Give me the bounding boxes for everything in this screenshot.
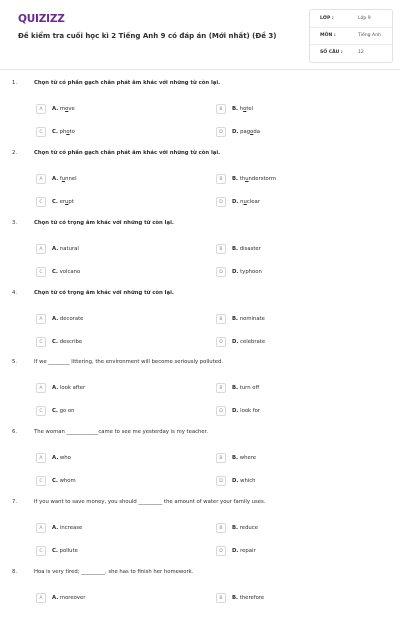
option-badge: D xyxy=(216,337,226,347)
meta-key: MÔN : xyxy=(320,33,336,38)
option-letter: D. xyxy=(232,339,239,345)
option-word: which xyxy=(240,478,256,484)
option-letter: D. xyxy=(232,129,239,135)
option-text xyxy=(52,525,82,531)
question-number: 4. xyxy=(12,290,18,296)
option-text xyxy=(232,106,253,112)
option-word: th xyxy=(239,176,246,182)
option-text xyxy=(52,478,76,484)
option-letter: C. xyxy=(52,269,58,275)
option-word: repair xyxy=(240,548,256,554)
option-word-end: nnel xyxy=(65,176,77,182)
option-badge: C xyxy=(36,267,46,277)
question-6 xyxy=(0,429,400,499)
option-badge: A xyxy=(36,383,46,393)
question-text: Chọn từ có phần gạch chân phát âm khác với những từ còn lại. xyxy=(34,150,221,156)
option-letter: A. xyxy=(52,176,59,182)
question-text: Hoa is very tired; _________, she has to finish her homework. xyxy=(34,569,194,575)
option-underlined-part: o xyxy=(243,106,247,112)
option-badge: A xyxy=(36,174,46,184)
option-word: who xyxy=(59,455,71,461)
option-text xyxy=(52,129,75,135)
option-text xyxy=(232,176,276,182)
option-badge: A xyxy=(36,244,46,254)
meta-key: LỚP : xyxy=(320,16,334,21)
option-text xyxy=(232,525,258,531)
option-word: m xyxy=(59,106,66,112)
option-letter: D. xyxy=(232,408,239,414)
option-word: natural xyxy=(59,246,79,252)
meta-row-question-count xyxy=(310,45,392,61)
option-word: look for xyxy=(240,408,261,414)
question-7 xyxy=(0,499,400,569)
meta-row-grade xyxy=(310,11,392,27)
question-3 xyxy=(0,220,400,290)
option-underlined-part: o xyxy=(66,129,70,135)
option-letter: C. xyxy=(52,548,58,554)
option-text xyxy=(232,548,256,554)
option-badge: A xyxy=(36,523,46,533)
option-letter: B. xyxy=(232,595,239,601)
question-number: 1. xyxy=(12,80,18,86)
option-letter: B. xyxy=(232,385,239,391)
option-badge: D xyxy=(216,127,226,137)
question-text: Chọn từ có phần gạch chân phát âm khác với những từ còn lại. xyxy=(34,80,221,86)
option-badge: B xyxy=(216,593,226,603)
option-word-end: da xyxy=(253,129,260,135)
option-word-end: pt xyxy=(68,199,74,205)
option-word: increase xyxy=(59,525,83,531)
document-title: Đề kiểm tra cuối học kì 2 Tiếng Anh 9 có đáp án (Mới nhất) (Đề 3) xyxy=(18,32,277,40)
option-letter: D. xyxy=(232,478,239,484)
option-letter: B. xyxy=(232,246,239,252)
question-text: The woman ____________came to see me yesterday is my teacher. xyxy=(34,429,209,435)
option-word: turn off xyxy=(239,385,260,391)
option-badge: B xyxy=(216,174,226,184)
option-text xyxy=(52,595,85,601)
question-text: Chọn từ có trọng âm khác với những từ còn lại. xyxy=(34,290,174,296)
meta-value: Tiếng Anh xyxy=(358,33,382,38)
question-text: If you want to save money, you should _________ the amount of water your family uses. xyxy=(34,499,266,505)
question-text: Chọn từ có trọng âm khác với những từ còn lại. xyxy=(34,220,174,226)
option-text xyxy=(232,129,260,135)
option-word: ph xyxy=(59,129,67,135)
option-badge: C xyxy=(36,337,46,347)
option-letter: A. xyxy=(52,106,59,112)
question-2 xyxy=(0,150,400,220)
question-number: 7. xyxy=(12,499,18,505)
option-word: typhoon xyxy=(240,269,262,275)
option-badge: C xyxy=(36,476,46,486)
option-underlined-part: u xyxy=(245,176,249,182)
option-letter: C. xyxy=(52,129,58,135)
option-letter: A. xyxy=(52,385,59,391)
option-text xyxy=(52,106,75,112)
option-text xyxy=(232,408,260,414)
option-letter: A. xyxy=(52,595,59,601)
question-4 xyxy=(0,290,400,360)
option-letter: C. xyxy=(52,478,58,484)
option-badge: A xyxy=(36,314,46,324)
option-word-end: clear xyxy=(246,199,260,205)
option-word: look after xyxy=(59,385,86,391)
option-word: go on xyxy=(59,408,75,414)
option-badge: B xyxy=(216,314,226,324)
question-text: If we ________ littering, the environment will become seriously polluted. xyxy=(34,359,224,365)
option-text xyxy=(232,455,256,461)
option-badge: A xyxy=(36,104,46,114)
option-text xyxy=(52,316,83,322)
option-badge: B xyxy=(216,244,226,254)
option-word: therefore xyxy=(239,595,265,601)
option-underlined-part: o xyxy=(250,129,254,135)
meta-value: Lớp 9 xyxy=(358,16,371,21)
option-text xyxy=(232,199,260,205)
option-letter: B. xyxy=(232,106,239,112)
question-number: 8. xyxy=(12,569,18,575)
option-letter: B. xyxy=(232,525,239,531)
option-badge: C xyxy=(36,197,46,207)
option-text xyxy=(232,269,262,275)
option-word: whom xyxy=(59,478,76,484)
option-text xyxy=(232,246,261,252)
option-text xyxy=(52,548,78,554)
option-letter: A. xyxy=(52,246,59,252)
option-text xyxy=(52,199,74,205)
option-badge: C xyxy=(36,127,46,137)
option-badge: B xyxy=(216,383,226,393)
question-number: 3. xyxy=(12,220,18,226)
option-text xyxy=(52,269,80,275)
option-badge: D xyxy=(216,406,226,416)
option-text xyxy=(52,455,71,461)
option-letter: D. xyxy=(232,548,239,554)
option-text xyxy=(232,339,265,345)
option-word-end: nderstorm xyxy=(248,176,277,182)
option-word: h xyxy=(239,106,244,112)
question-number: 5. xyxy=(12,359,18,365)
option-badge: D xyxy=(216,546,226,556)
meta-key: SỐ CÂU : xyxy=(320,50,343,55)
option-letter: A. xyxy=(52,525,59,531)
option-word: where xyxy=(239,455,257,461)
option-word: moreover xyxy=(59,595,86,601)
meta-value: 12 xyxy=(358,50,364,55)
option-word-end: tel xyxy=(246,106,254,112)
question-number: 2. xyxy=(12,150,18,156)
option-text xyxy=(232,385,259,391)
option-word: er xyxy=(59,199,66,205)
option-text xyxy=(52,246,79,252)
option-word: celebrate xyxy=(240,339,266,345)
option-underlined-part: o xyxy=(65,106,69,112)
option-text xyxy=(52,408,74,414)
option-letter: C. xyxy=(52,339,58,345)
option-letter: D. xyxy=(232,269,239,275)
option-letter: C. xyxy=(52,199,58,205)
option-text xyxy=(52,176,77,182)
option-text xyxy=(52,339,82,345)
option-letter: D. xyxy=(232,199,239,205)
meta-info-box xyxy=(309,9,393,63)
question-number: 6. xyxy=(12,429,18,435)
option-letter: B. xyxy=(232,455,239,461)
option-word-end: ve xyxy=(68,106,75,112)
question-1 xyxy=(0,80,400,150)
quizizz-logo: QUIZIZZ xyxy=(18,13,65,25)
option-word: volcano xyxy=(59,269,81,275)
option-letter: A. xyxy=(52,455,59,461)
option-text xyxy=(232,316,265,322)
meta-row-subject xyxy=(310,28,392,44)
option-word: nominate xyxy=(239,316,265,322)
option-badge: A xyxy=(36,453,46,463)
option-text xyxy=(52,385,85,391)
option-text xyxy=(232,478,256,484)
option-letter: C. xyxy=(52,408,58,414)
option-word: f xyxy=(59,176,62,182)
option-word: pag xyxy=(240,129,251,135)
option-underlined-part: u xyxy=(65,199,69,205)
option-badge: B xyxy=(216,104,226,114)
option-badge: B xyxy=(216,453,226,463)
option-badge: C xyxy=(36,546,46,556)
option-badge: D xyxy=(216,476,226,486)
option-text xyxy=(232,595,264,601)
option-word: disaster xyxy=(239,246,261,252)
option-badge: D xyxy=(216,197,226,207)
question-8 xyxy=(0,569,400,639)
option-badge: A xyxy=(36,593,46,603)
question-5 xyxy=(0,359,400,429)
option-badge: B xyxy=(216,523,226,533)
option-underlined-part: u xyxy=(61,176,66,182)
option-letter: B. xyxy=(232,316,239,322)
option-word: decorate xyxy=(59,316,84,322)
option-word: describe xyxy=(59,339,83,345)
option-letter: A. xyxy=(52,316,59,322)
option-badge: C xyxy=(36,406,46,416)
option-word-end: to xyxy=(69,129,75,135)
option-word: reduce xyxy=(239,525,258,531)
option-letter: B. xyxy=(232,176,239,182)
option-word: pollute xyxy=(59,548,78,554)
option-underlined-part: u xyxy=(243,199,247,205)
option-word: n xyxy=(240,199,244,205)
option-badge: D xyxy=(216,267,226,277)
page-header xyxy=(0,0,400,66)
header-divider xyxy=(0,69,400,70)
